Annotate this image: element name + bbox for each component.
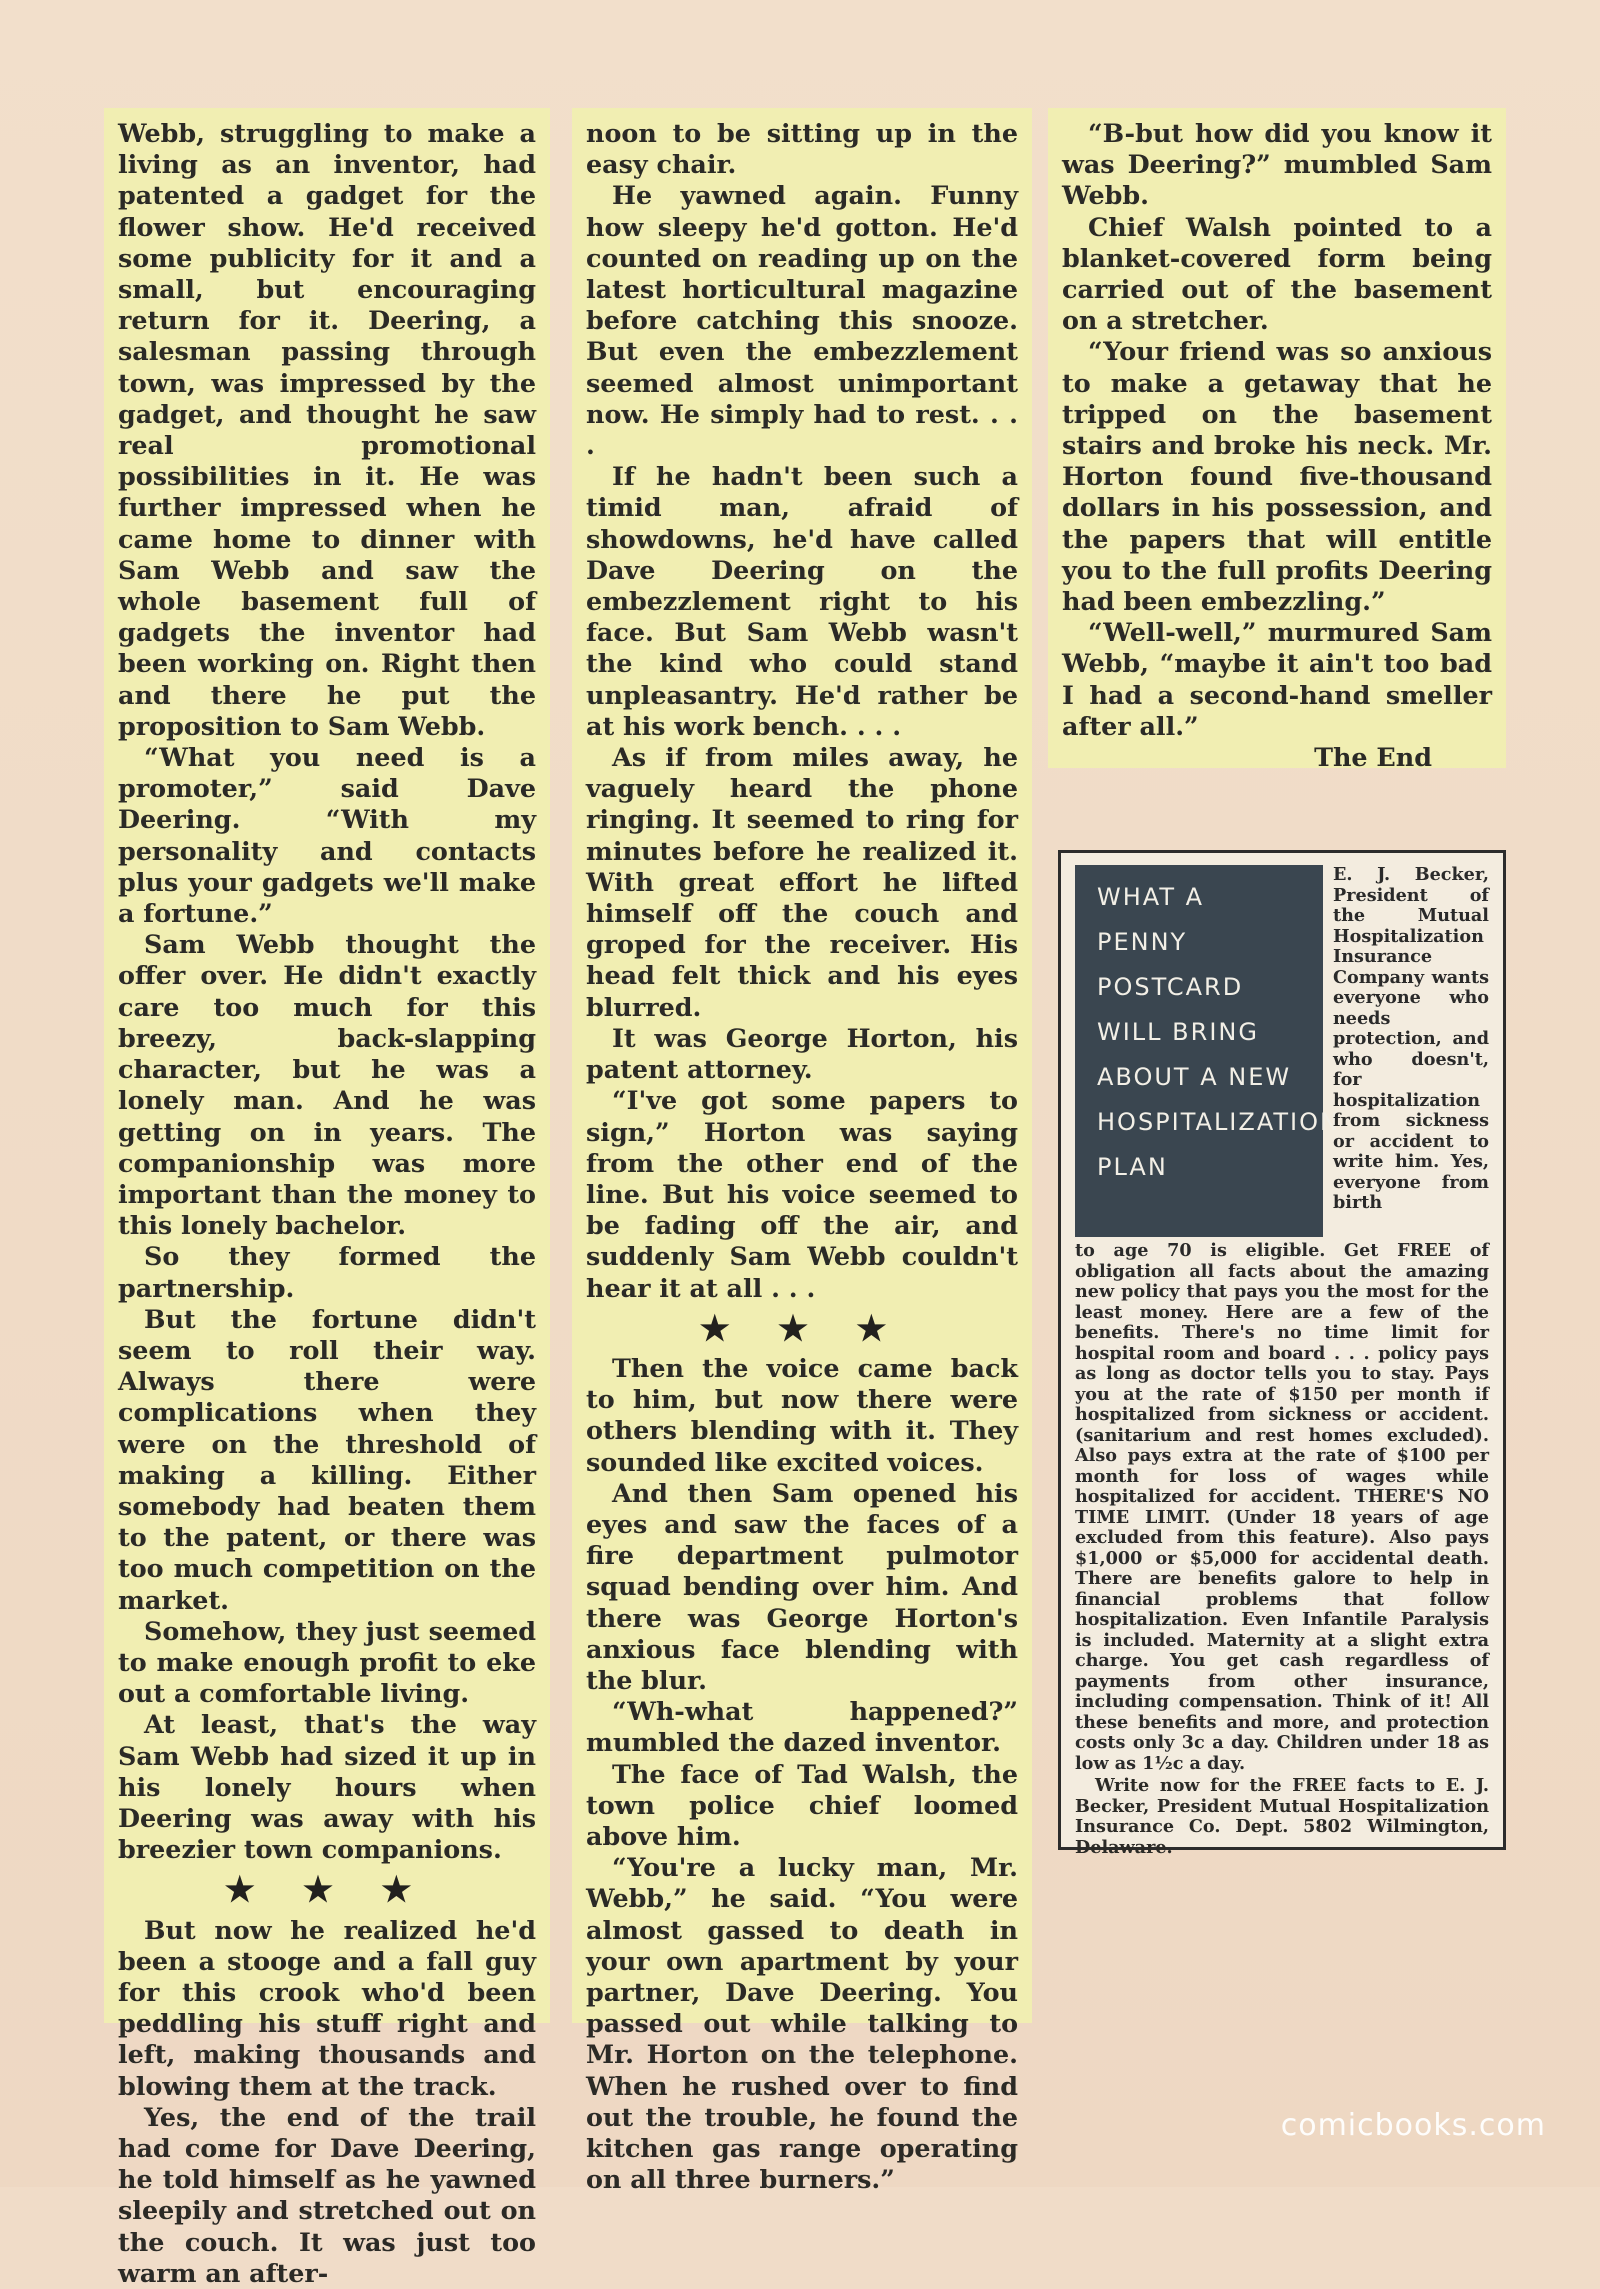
- paragraph: He yawned again. Funny how sleepy he'd gotton. He'd counted on reading up on the latest horticultural magazine before catching this snooze. But even the embezzlement seemed almost unimportant now. He simply had to rest. . . .: [586, 180, 1018, 461]
- paragraph: It was George Horton, his patent attorney.: [586, 1022, 1018, 1085]
- ad-headline-line: ABOUT A NEW: [1097, 1063, 1292, 1091]
- paragraph: And then Sam opened his eyes and saw the faces of a fire department pulmotor squad bending over him. And there was George Horton's anxious face blending with the blur.: [586, 1477, 1018, 1695]
- paragraph: noon to be sitting up in the easy chair.: [586, 118, 1018, 180]
- paragraph: As if from miles away, he vaguely heard the phone ringing. It seemed to ring for minutes before he realized it. With great effort he lifted himself off the couch and groped for the receiver. His head felt thick and his eyes blurred.: [586, 742, 1018, 1022]
- paragraph: Then the voice came back to him, but now there were others blending with it. They sounded like excited voices.: [586, 1352, 1018, 1477]
- paragraph: “What you need is a promoter,” said Dave Deering. “With my personality and contacts plus your gadgets we'll make a fortune.”: [118, 742, 536, 929]
- ad-side-text: E. J. Becker, President of the Mutual Hospitalization Insurance Company wants everyone who needs protection, and who doesn't, for hospitalization from sickness or accident to write him. Yes, everyone from birth: [1333, 864, 1489, 1213]
- ad-body-text: to age 70 is eligible. Get FREE of obligation all facts about the amazing new policy that pays you the most for the least money. Here are a few of the benefits. There's no time limit for hospital room and board . . . policy pays as long as doctor tells you to stay. Pays you at the rate of $150 per month if hospitalized from sickness or accident. (sanitarium and rest homes excluded). Also pays extra at the rate of $100 per month for loss of wages while hospitalized for accident. THERE'S NO TIME LIMIT. (Under 18 years of age excluded from this feature). Also pays $1,000 or $5,000 for accidental death. There are benefits galore to help in financial problems that follow hospitalization. Even Infantile Paralysis is included. Maternity at a slight extra charge. You get cash regardless of payments from other insurance, including compensation. Think of it! All these benefits and more, and protection costs only 3c a day. Children under 18 as low as 1½c a day.: [1075, 1240, 1489, 1774]
- paragraph: If he hadn't been such a timid man, afraid of showdowns, he'd have called Dave Deering on the embezzlement right to his face. But Sam Webb wasn't the kind who could stand unpleasantry. He'd rather be at his work bench. . . .: [586, 461, 1018, 741]
- section-break-stars: ★ ★ ★: [699, 1308, 905, 1349]
- paragraph: But now he realized he'd been a stooge and a fall guy for this crook who'd been peddling his stuff right and left, making thousands and blowing them at the track.: [118, 1914, 536, 2101]
- ad-headline-line: WHAT A: [1097, 883, 1205, 911]
- ad-headline-line: HOSPITALIZATION: [1097, 1108, 1340, 1136]
- section-break-stars: ★ ★ ★: [224, 1870, 430, 1911]
- paragraph: But the fortune didn't seem to roll their way. Always there were complications when they were on the threshold of making a killing. Either somebody had beaten them to the patent, or there was too much competition on the market.: [118, 1303, 536, 1615]
- paragraph: Webb, struggling to make a living as an inventor, had patented a gadget for the flower show. He'd received some publicity for it and a small, but encouraging return for it. Deering, a salesman passing through town, was impressed by the gadget, and thought he saw real promotional possibilities in it. He was further impressed when he came home to dinner with Sam Webb and saw the whole basement full of gadgets the inventor had been working on. Right then and there he put the proposition to Sam Webb.: [118, 118, 536, 741]
- paragraph: “Your friend was so anxious to make a getaway that he tripped on the basement stairs and broke his neck. Mr. Horton found five-thousand dollars in his possession, and the papers that will entitle you to the full profits Deering had been embezzling.”: [1062, 336, 1492, 617]
- ad-footer-text: Write now for the FREE facts to E. J. Becker, President Mutual Hospitalization Insurance Co. Dept. 5802 Wilmington, Delaware.: [1075, 1775, 1489, 1858]
- paragraph: “Wh-what happened?” mumbled the dazed inventor.: [586, 1696, 1018, 1758]
- paragraph: At least, that's the way Sam Webb had sized it up in his lonely hours when Deering was away with his breezier town companions.: [118, 1709, 536, 1865]
- ad-headline-line: WILL BRING: [1097, 1018, 1259, 1046]
- paragraph: Somehow, they just seemed to make enough profit to eke out a comfortable living.: [118, 1615, 536, 1709]
- paragraph: Sam Webb thought the offer over. He didn't exactly care too much for this breezy, back-slapping character, but he was a lonely man. And he was getting on in years. The companionship was more important than the money to this lonely bachelor.: [118, 929, 536, 1241]
- ad-headline-line: POSTCARD: [1097, 973, 1244, 1001]
- paragraph: “You're a lucky man, Mr. Webb,” he said. “You were almost gassed to death in your own apartment by your partner, Dave Deering. You passed out while talking to Mr. Horton on the telephone. When he rushed over to find out the trouble, he found the kitchen gas range operating on all three burners.”: [586, 1852, 1018, 2195]
- ad-headline-box: [1075, 865, 1340, 1237]
- story-column-3: [1048, 108, 1506, 773]
- paragraph: “I've got some papers to sign,” Horton was saying from the other end of the line. But his voice seemed to be fading off the air, and suddenly Sam Webb couldn't hear it at all . . .: [586, 1085, 1018, 1303]
- paragraph: “Well-well,” murmured Sam Webb, “maybe it ain't too bad I had a second-hand smeller after all.”: [1062, 617, 1492, 741]
- site-watermark: comicbooks.com: [1280, 2108, 1546, 2143]
- ad-footer: [1075, 1776, 1489, 1858]
- story-column-2: [572, 108, 1032, 2195]
- the-end-label: The End: [1314, 742, 1432, 773]
- paragraph: So they formed the partnership.: [118, 1241, 536, 1303]
- paragraph: Yes, the end of the trail had come for Dave Deering, he told himself as he yawned sleepily and stretched out on the couch. It was just too warm an after-: [118, 2101, 536, 2288]
- paragraph: “B-but how did you know it was Deering?” mumbled Sam Webb.: [1062, 118, 1492, 211]
- story-column-1: [104, 108, 550, 2288]
- ad-headline-line: PENNY: [1097, 928, 1188, 956]
- paragraph: Chief Walsh pointed to a blanket-covered form being carried out of the basement on a stretcher.: [1062, 211, 1492, 336]
- paragraph: The face of Tad Walsh, the town police chief loomed above him.: [586, 1758, 1018, 1851]
- hospitalization-ad: [1058, 850, 1506, 1858]
- ad-headline-line: PLAN: [1097, 1153, 1168, 1181]
